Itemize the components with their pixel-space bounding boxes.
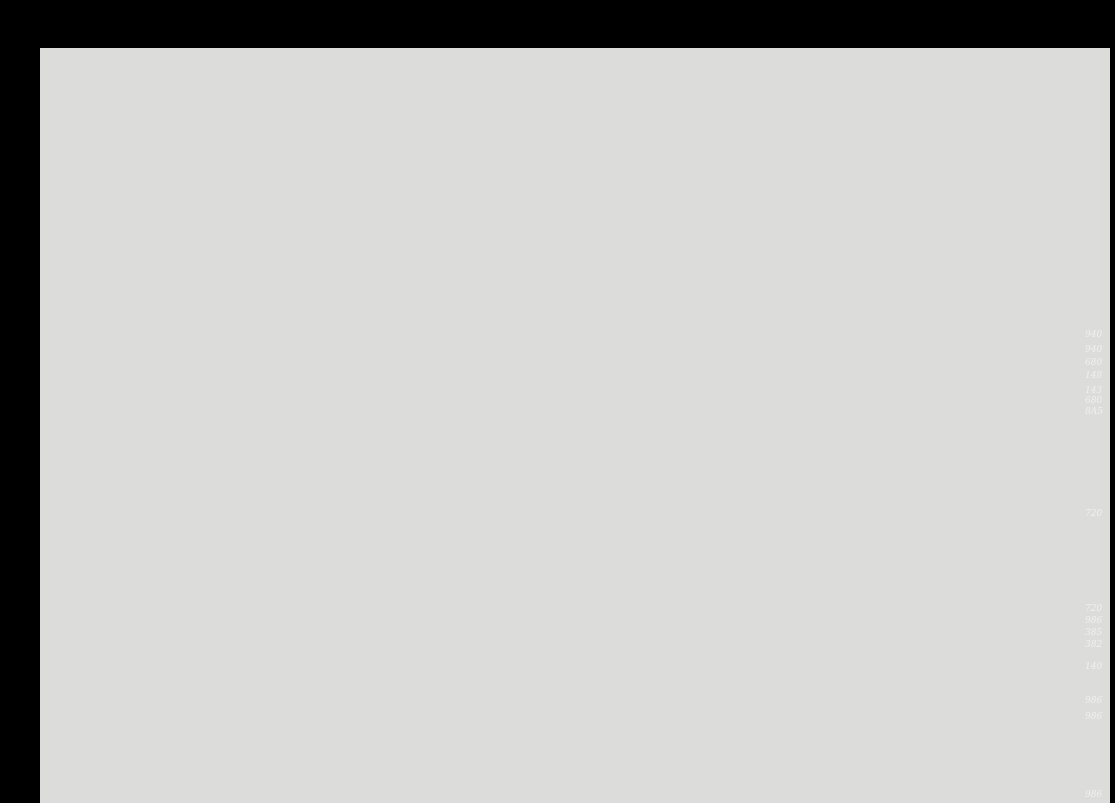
- margin-code: 8A5: [1085, 407, 1103, 417]
- margin-code: 148: [1085, 371, 1103, 381]
- margin-code: 940: [1085, 330, 1103, 340]
- margin-code: 680: [1085, 396, 1103, 406]
- margin-code: 385: [1085, 628, 1103, 638]
- margin-code: 382: [1085, 640, 1103, 650]
- margin-code: 986: [1085, 790, 1103, 800]
- margin-code: 143: [1085, 386, 1103, 396]
- margin-code: 986: [1085, 616, 1103, 626]
- margin-code: 720: [1085, 604, 1103, 614]
- margin-code: 986: [1085, 712, 1103, 722]
- margin-code: 720: [1085, 509, 1103, 519]
- margin-code: 940: [1085, 345, 1103, 355]
- census-sheet: [40, 48, 1110, 803]
- margin-code: 986: [1085, 696, 1103, 706]
- margin-code: 680: [1085, 358, 1103, 368]
- margin-code: 140: [1085, 662, 1103, 672]
